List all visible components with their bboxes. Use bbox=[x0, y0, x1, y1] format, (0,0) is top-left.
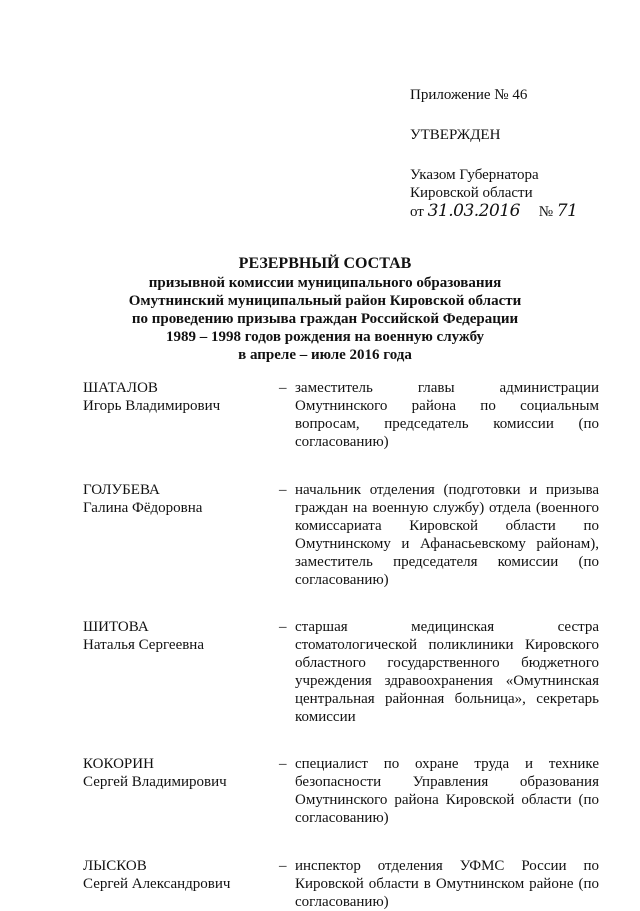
member-dash: – bbox=[279, 482, 287, 498]
member-role: старшая медицинская сестра стоматологической поликлиники Кировского областного государственного бюджетного учреждения здравоохранения «Омутнинская центральная районная больница», секретарь комиссии bbox=[295, 619, 599, 725]
handwritten-date: 31.03.2016 bbox=[427, 201, 520, 221]
member-given-name: Игорь Владимирович bbox=[83, 398, 221, 414]
member-role: инспектор отделения УФМС России по Кировской области в Омутнинском районе (по согласованию) bbox=[295, 858, 599, 910]
member-surname: КОКОРИН bbox=[83, 756, 154, 772]
member-given-name: Сергей Александрович bbox=[83, 876, 231, 892]
decree-line-1: Указом Губернатора bbox=[410, 167, 539, 183]
member-entry bbox=[83, 755, 599, 827]
member-name bbox=[83, 379, 279, 451]
member-name bbox=[83, 857, 279, 911]
member-surname: ШИТОВА bbox=[83, 619, 149, 635]
member-entry bbox=[83, 481, 599, 589]
decree-line-2: Кировской области bbox=[410, 185, 533, 201]
member-entry bbox=[83, 618, 599, 726]
approval-block bbox=[410, 86, 610, 221]
member-role-block bbox=[279, 481, 599, 589]
member-given-name: Наталья Сергеевна bbox=[83, 637, 204, 653]
member-role: заместитель главы администрации Омутнинского района по социальным вопросам, председатель комиссии (по согласованию) bbox=[295, 380, 599, 450]
member-dash: – bbox=[279, 756, 287, 772]
member-role-block bbox=[279, 755, 599, 827]
member-name bbox=[83, 481, 279, 589]
member-dash: – bbox=[279, 858, 287, 874]
title-line-1: призывной комиссии муниципального образования bbox=[148, 275, 502, 291]
title-line-5: в апреле – июле 2016 года bbox=[238, 347, 412, 363]
decree-date-line bbox=[410, 202, 610, 221]
member-surname: ЛЫСКОВ bbox=[83, 858, 147, 874]
title-line-2: Омутнинский муниципальный район Кировской области bbox=[128, 293, 522, 309]
member-entry bbox=[83, 857, 599, 911]
member-surname: ШАТАЛОВ bbox=[83, 380, 158, 396]
member-entry bbox=[83, 379, 599, 451]
member-given-name: Галина Фёдоровна bbox=[83, 500, 203, 516]
member-dash: – bbox=[279, 380, 287, 396]
member-role: начальник отделения (подготовки и призыва граждан на военную службу) отдела (военного комиссариата Кировской области по Омутнинскому и Афанасьевскому районам), заместитель председателя комиссии (по согласованию) bbox=[295, 482, 599, 588]
title-main: РЕЗЕРВНЫЙ СОСТАВ bbox=[238, 255, 412, 272]
appendix-number: Приложение № 46 bbox=[410, 87, 528, 103]
handwritten-number: 71 bbox=[556, 201, 578, 221]
date-prefix: от bbox=[410, 204, 424, 220]
member-list bbox=[83, 379, 599, 911]
member-name bbox=[83, 618, 279, 726]
member-role-block bbox=[279, 618, 599, 726]
title-line-4: 1989 – 1998 годов рождения на военную службу bbox=[165, 329, 485, 345]
member-dash: – bbox=[279, 619, 287, 635]
member-name bbox=[83, 755, 279, 827]
member-given-name: Сергей Владимирович bbox=[83, 774, 227, 790]
member-role: специалист по охране труда и технике безопасности Управления образования Омутнинского района Кировской области (по согласованию) bbox=[295, 756, 599, 826]
member-surname: ГОЛУБЕВА bbox=[83, 482, 160, 498]
member-role-block bbox=[279, 379, 599, 451]
approved-label: УТВЕРЖДЕН bbox=[410, 127, 501, 143]
title-line-3: по проведению призыва граждан Российской Федерации bbox=[131, 311, 519, 327]
member-role-block bbox=[279, 857, 599, 911]
document-title bbox=[60, 254, 590, 364]
number-prefix: № bbox=[538, 204, 554, 220]
